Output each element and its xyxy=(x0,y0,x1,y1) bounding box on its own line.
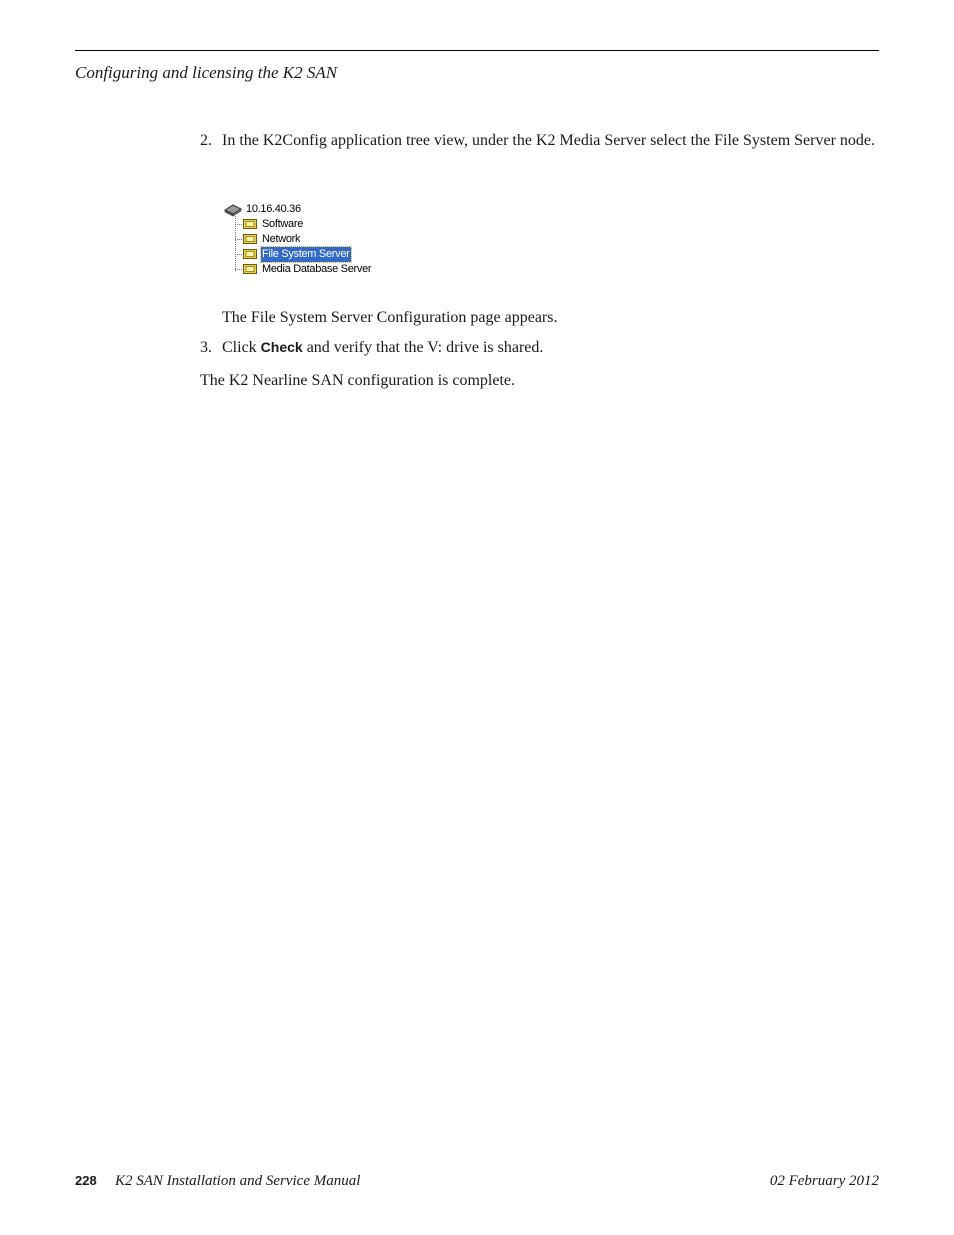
tree-node-media-database-server[interactable] xyxy=(243,262,372,277)
check-button-name: Check xyxy=(260,339,303,355)
tree-branch-line xyxy=(235,254,242,255)
manual-title: K2 SAN Installation and Service Manual xyxy=(115,1173,361,1189)
section-title: Configuring and licensing the K2 SAN xyxy=(75,63,338,82)
step-number: 3. xyxy=(200,339,212,356)
page-number: 228 xyxy=(75,1173,97,1188)
tree-node-label: Network xyxy=(262,233,301,245)
server-icon xyxy=(224,204,242,216)
step-text xyxy=(222,337,880,358)
step-text-prefix: Click xyxy=(222,339,261,356)
tree-node-label: Software xyxy=(262,218,304,230)
folder-icon xyxy=(243,233,257,244)
step-text: In the K2Config application tree view, under the K2 Media Server select the File System Server node. xyxy=(222,132,875,149)
result-text: The File System Server Configuration page appears. xyxy=(222,309,558,326)
folder-icon xyxy=(243,218,257,229)
header-rule xyxy=(75,50,879,51)
tree-branch-line xyxy=(235,224,242,225)
step-3 xyxy=(200,337,880,358)
tree-view-screenshot xyxy=(222,201,372,281)
tree-node-software[interactable] xyxy=(243,217,304,232)
folder-icon xyxy=(243,263,257,274)
tree-node-file-system-server[interactable] xyxy=(243,247,351,262)
folder-icon xyxy=(243,248,257,259)
tree-branch-line xyxy=(235,239,242,240)
publication-date: 02 February 2012 xyxy=(769,1173,879,1189)
step-2 xyxy=(200,130,880,151)
tree-node-network[interactable] xyxy=(243,232,301,247)
tree-node-label-selected: File System Server xyxy=(262,248,350,260)
step-number: 2. xyxy=(200,132,212,149)
tree-root-label: 10.16.40.36 xyxy=(246,203,301,215)
tree-root-node xyxy=(224,202,302,217)
tree-branch-line xyxy=(235,269,242,270)
completion-text: The K2 Nearline SAN configuration is complete. xyxy=(200,372,516,389)
step-text-suffix: and verify that the V: drive is shared. xyxy=(302,339,544,356)
tree-node-label: Media Database Server xyxy=(262,263,372,275)
